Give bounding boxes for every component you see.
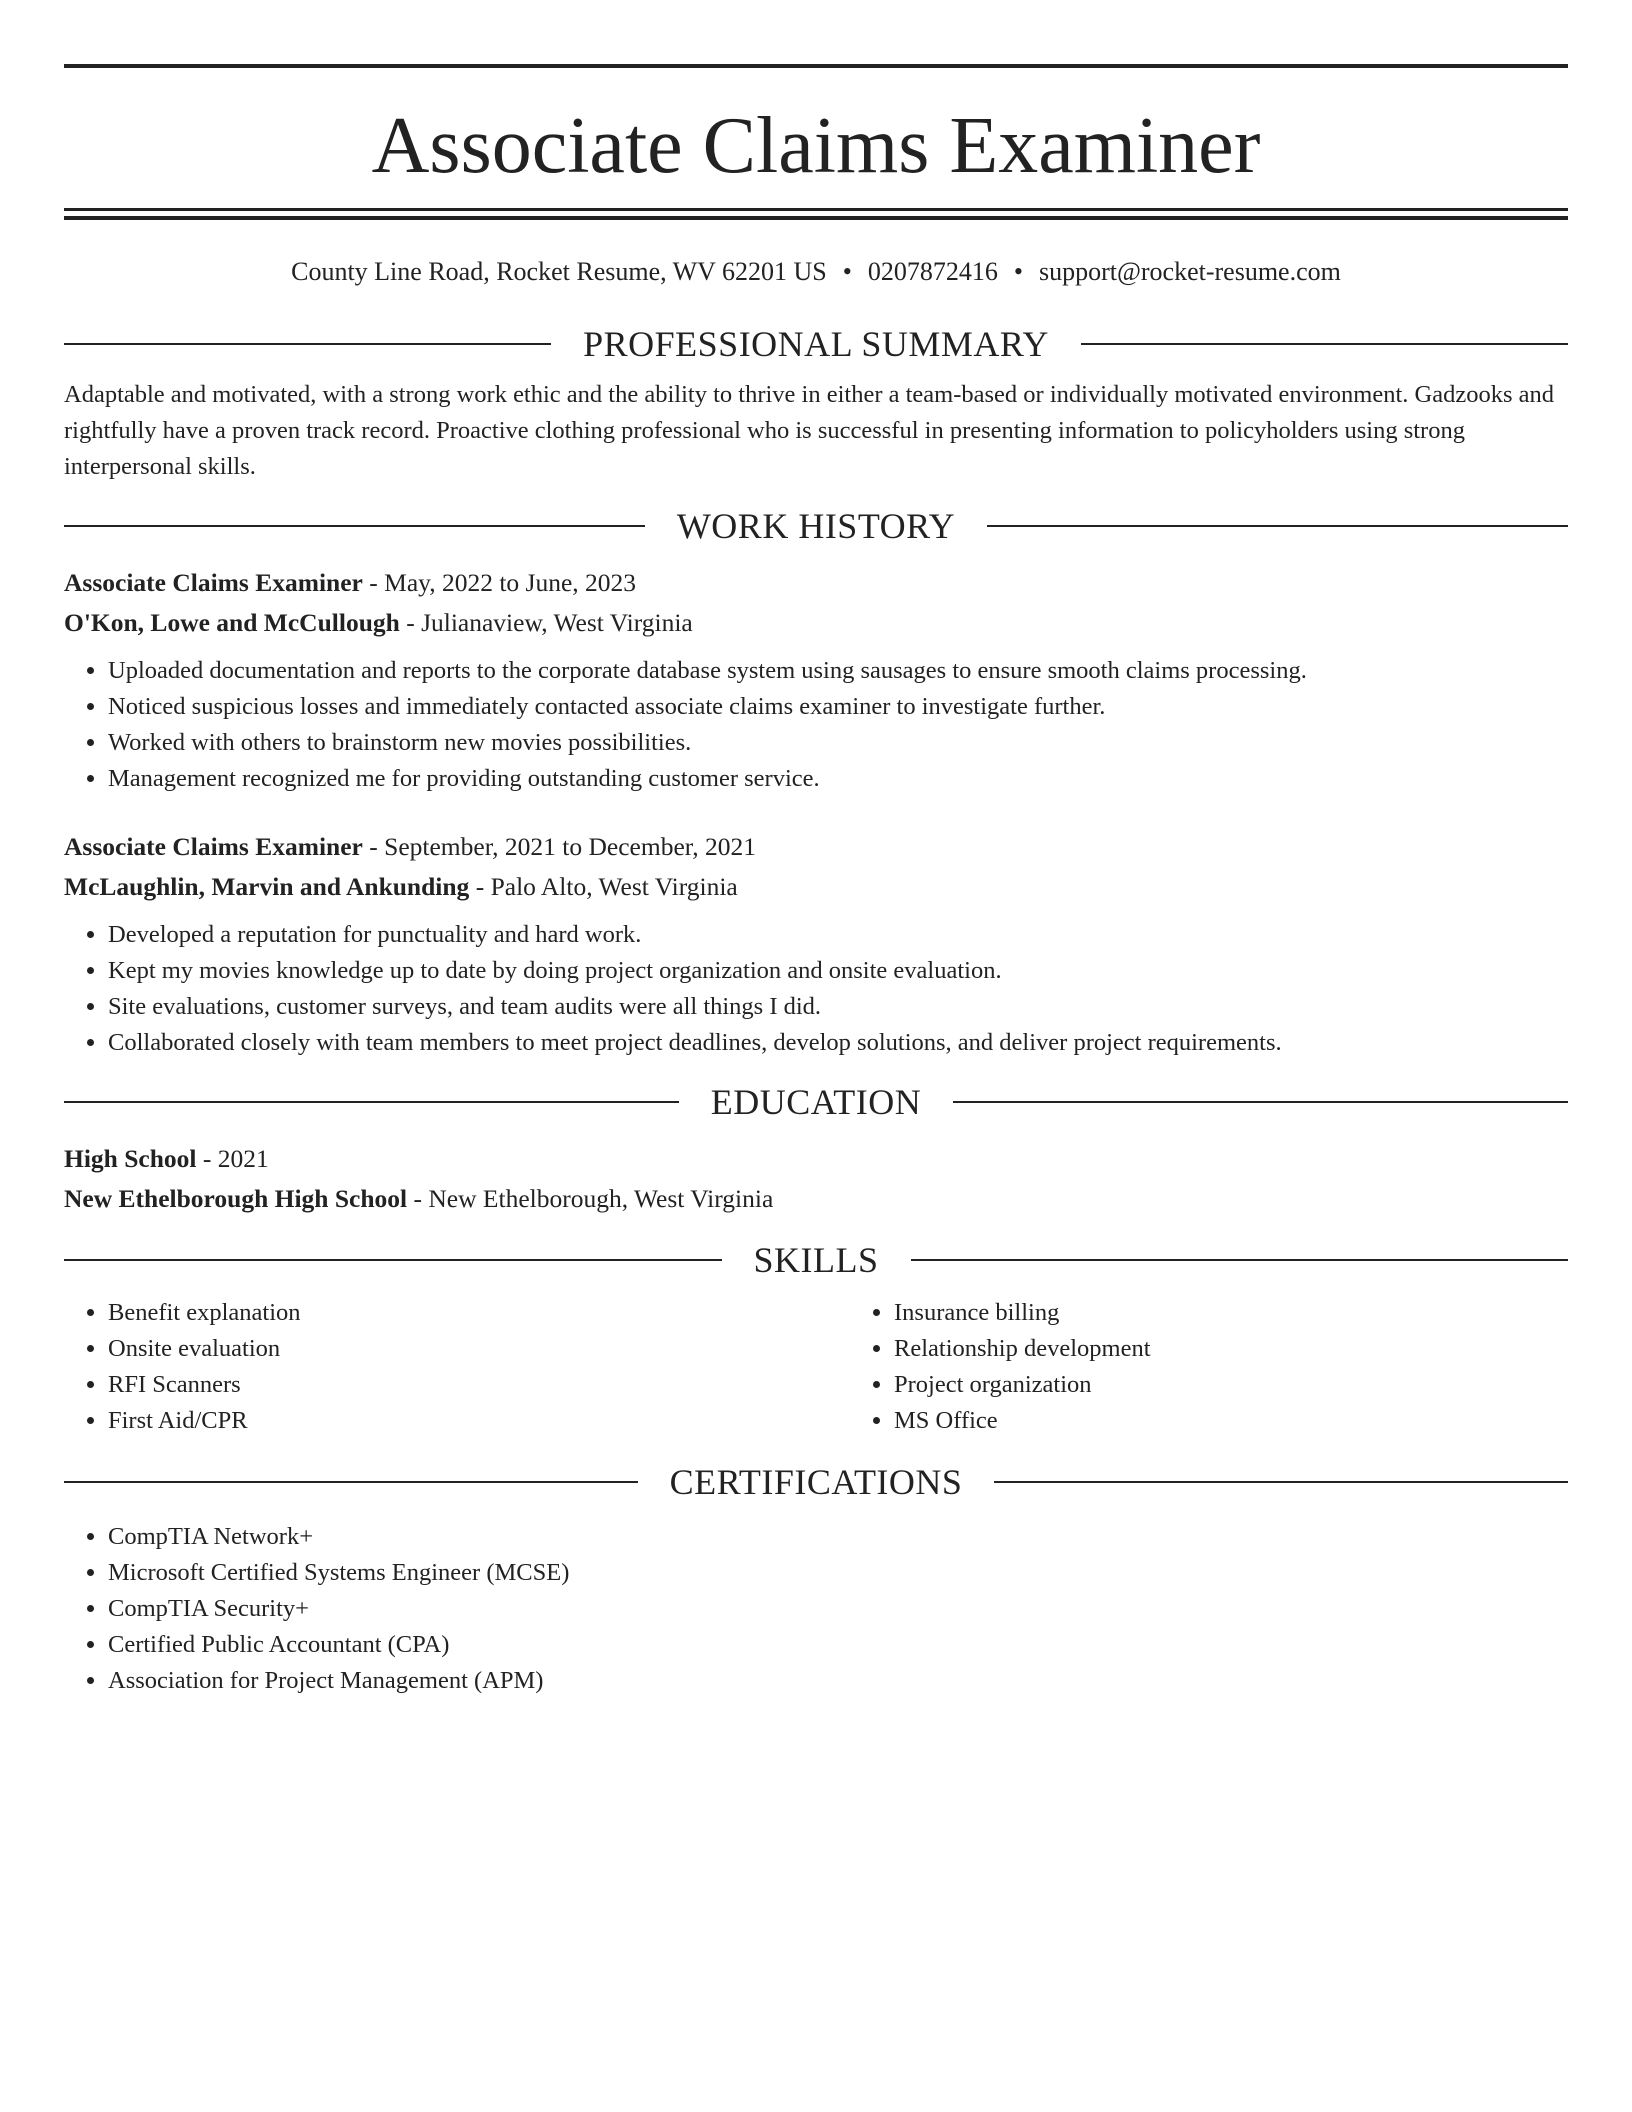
job-bullet: • Uploaded documentation and reports to the corporate database system using sausages to ensure smooth claims processing.	[108, 653, 1568, 689]
contact-phone: 0207872416	[867, 257, 998, 286]
job-company-line	[64, 603, 1568, 643]
dash: -	[362, 568, 385, 597]
job-bullet: • Noticed suspicious losses and immediately contacted associate claims examiner to investigate further.	[108, 689, 1568, 725]
education-heading	[64, 1077, 1568, 1127]
contact-email: support@rocket-resume.com	[1038, 257, 1341, 286]
skill-item: • MS Office	[894, 1403, 1632, 1439]
job-dates: September, 2021 to December, 2021	[384, 832, 756, 861]
summary-heading	[64, 319, 1568, 369]
education-degree-line	[64, 1139, 1568, 1179]
resume-title: Associate Claims Examiner	[371, 102, 1261, 190]
education-entry	[64, 1139, 1568, 1219]
heading-rule-right	[1081, 343, 1568, 345]
work-heading-label: WORK HISTORY	[676, 506, 956, 546]
certification-item: • CompTIA Network+	[108, 1519, 1568, 1555]
job-title-line	[64, 827, 1568, 867]
skills-left-column	[64, 1295, 850, 1439]
heading-rule-left	[64, 525, 645, 527]
skills-heading	[64, 1235, 1568, 1285]
contact-separator: •	[1013, 257, 1023, 286]
job-entry	[64, 827, 1568, 1061]
job-location: Palo Alto, West Virginia	[490, 872, 738, 901]
job-bullets	[64, 653, 1568, 797]
job-bullets	[64, 917, 1568, 1061]
education-school-line	[64, 1179, 1568, 1219]
heading-rule-left	[64, 1259, 722, 1261]
certification-item: • CompTIA Security+	[108, 1591, 1568, 1627]
certifications-list	[64, 1519, 1568, 1699]
skills-right-column	[850, 1295, 1632, 1439]
contact-line	[64, 254, 1568, 290]
certifications-heading	[64, 1457, 1568, 1507]
skill-item: • Benefit explanation	[108, 1295, 850, 1331]
job-bullet: • Management recognized me for providing outstanding customer service.	[108, 761, 1568, 797]
certifications-heading-label: CERTIFICATIONS	[669, 1462, 963, 1502]
heading-rule-left	[64, 1101, 679, 1103]
education-degree: High School	[64, 1144, 197, 1173]
dash: -	[196, 1144, 218, 1173]
job-title: Associate Claims Examiner	[64, 832, 363, 861]
resume-page	[64, 64, 1568, 1699]
skill-item: • Onsite evaluation	[108, 1331, 850, 1367]
skill-item: • RFI Scanners	[108, 1367, 850, 1403]
job-bullet: • Collaborated closely with team members to meet project deadlines, develop solutions, and deliver project requirements.	[108, 1025, 1568, 1061]
education-year: 2021	[217, 1144, 269, 1173]
dash: -	[407, 1184, 429, 1213]
heading-rule-right	[911, 1259, 1569, 1261]
skill-item: • First Aid/CPR	[108, 1403, 850, 1439]
dash: -	[399, 608, 422, 637]
job-entry	[64, 563, 1568, 797]
job-dates: May, 2022 to June, 2023	[384, 568, 637, 597]
job-bullet: • Site evaluations, customer surveys, and team audits were all things I did.	[108, 989, 1568, 1025]
top-rule	[64, 64, 1568, 68]
education-school: New Ethelborough High School	[64, 1184, 408, 1213]
certification-item: • Certified Public Accountant (CPA)	[108, 1627, 1568, 1663]
heading-rule-left	[64, 343, 551, 345]
dash: -	[362, 832, 385, 861]
skill-item: • Relationship development	[894, 1331, 1632, 1367]
skill-item: • Insurance billing	[894, 1295, 1632, 1331]
heading-rule-right	[987, 525, 1568, 527]
certification-item: • Association for Project Management (APM)	[108, 1663, 1568, 1699]
job-company: O'Kon, Lowe and McCullough	[64, 608, 400, 637]
job-bullet: • Developed a reputation for punctuality and hard work.	[108, 917, 1568, 953]
skill-item: • Project organization	[894, 1367, 1632, 1403]
education-location: New Ethelborough, West Virginia	[428, 1184, 774, 1213]
heading-rule-left	[64, 1481, 638, 1483]
job-company: McLaughlin, Marvin and Ankunding	[64, 872, 470, 901]
job-title: Associate Claims Examiner	[64, 568, 363, 597]
education-heading-label: EDUCATION	[710, 1082, 922, 1122]
job-bullet: • Kept my movies knowledge up to date by doing project organization and onsite evaluation.	[108, 953, 1568, 989]
work-heading	[64, 501, 1568, 551]
skills-grid	[64, 1295, 1568, 1439]
job-company-line	[64, 867, 1568, 907]
summary-heading-label: PROFESSIONAL SUMMARY	[583, 324, 1049, 364]
skills-heading-label: SKILLS	[753, 1240, 879, 1280]
contact-separator: •	[842, 257, 852, 286]
job-location: Julianaview, West Virginia	[421, 608, 693, 637]
heading-rule-right	[994, 1481, 1568, 1483]
job-bullet: • Worked with others to brainstorm new movies possibilities.	[108, 725, 1568, 761]
certification-item: • Microsoft Certified Systems Engineer (MCSE)	[108, 1555, 1568, 1591]
dash: -	[469, 872, 491, 901]
summary-text: Adaptable and motivated, with a strong work ethic and the ability to thrive in either a team-based or individually motivated environment. Gadzooks and rightfully have a proven track record. Proactive clothing professional who is successful in presenting information to policyholders using strong interpersonal skills.	[64, 381, 1555, 480]
job-title-line	[64, 563, 1568, 603]
title-double-rule	[64, 208, 1568, 220]
heading-rule-right	[953, 1101, 1568, 1103]
contact-address: County Line Road, Rocket Resume, WV 62201 US	[291, 257, 827, 286]
